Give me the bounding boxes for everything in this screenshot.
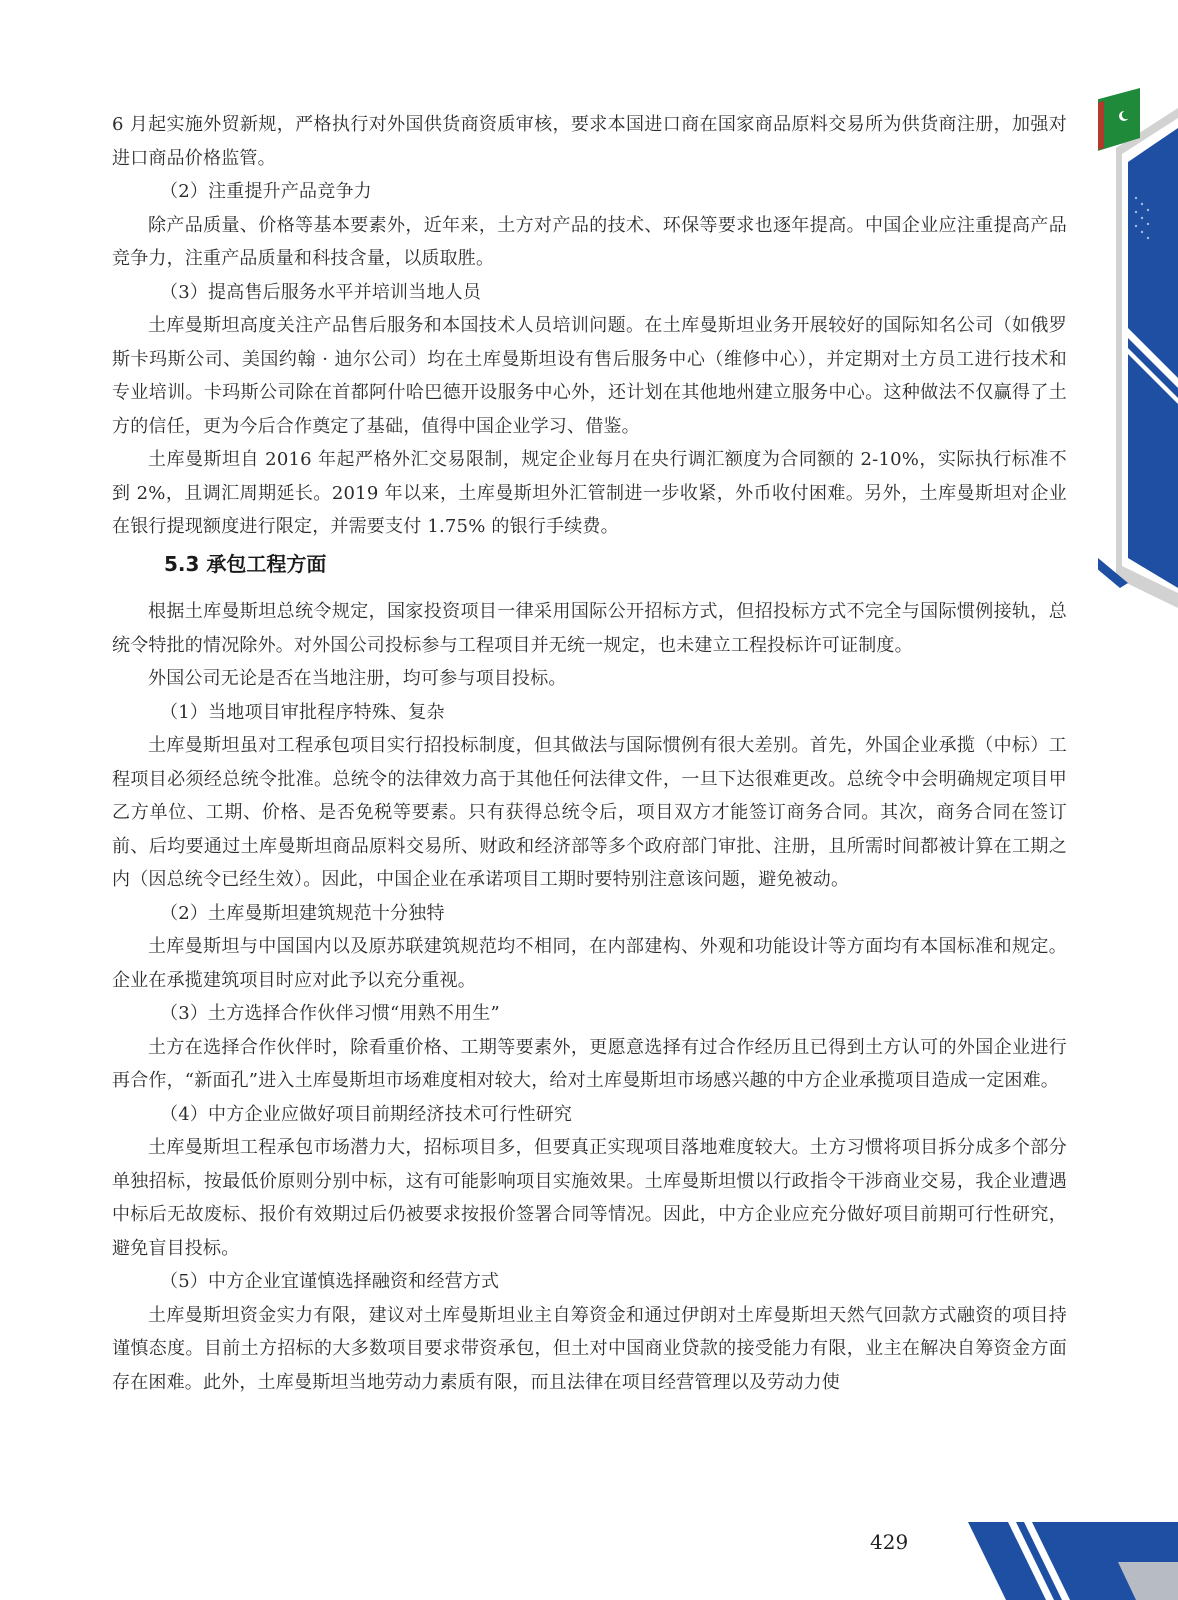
paragraph: 除产品质量、价格等基本要素外，近年来，土方对产品的技术、环保等要求也逐年提高。中国企业应注重提高产品竞争力，注重产品质量和科技含量，以质取胜。 — [112, 214, 1067, 269]
paragraph: 土库曼斯坦资金实力有限，建议对土库曼斯坦业主自筹资金和通过伊朗对土库曼斯坦天然气回款方式融资的项目持谨慎态度。目前土方招标的大多数项目要求带资承包，但土对中国商业贷款的接受能力有限，业主在解决自筹资金方面存在困难。此外，土库曼斯坦当地劳动力素质有限，而且法律在项目经营管理以及劳动力使 — [112, 1304, 1067, 1393]
paragraph: 土库曼斯坦工程承包市场潜力大，招标项目多，但要真正实现项目落地难度较大。土方习惯将项目拆分成多个部分单独招标，按最低价原则分别中标，这有可能影响项目实施效果。土库曼斯坦惯以行政指令干涉商业交易，我企业遭遇中标后无故废标、报价有效期过后仍被要求按报价签署合同等情况。因此，中方企业应充分做好项目前期可行性研究，避免盲目投标。 — [112, 1137, 1067, 1259]
subheading-partner-selection: （3）土方选择合作伙伴习惯“用熟不用生” — [160, 1003, 500, 1024]
paragraph: 土库曼斯坦自 2016 年起严格外汇交易限制，规定企业每月在央行调汇额度为合同额的 2-10%，实际执行标准不到 2%，且调汇周期延长。2019 年以来，土库曼斯坦外汇管制进一步收紧，外币收付困难。另外，土库曼斯坦对企业在银行提现额度进行限定，并需要支付 1.75% 的银行手续费。 — [112, 449, 1067, 537]
side-decoration — [1098, 88, 1178, 608]
subheading-financing: （5）中方企业宜谨慎选择融资和经营方式 — [160, 1271, 500, 1292]
paragraph-continuation: 6 月起实施外贸新规，严格执行对外国供货商资质审核，要求本国进口商在国家商品原料交易所为供货商注册，加强对进口商品价格监管。 — [112, 114, 1067, 169]
page-number: 429 — [870, 1530, 909, 1554]
paragraph: 土方在选择合作伙伴时，除看重价格、工期等要素外，更愿意选择有过合作经历且已得到土方认可的外国企业进行再合作，“新面孔”进入土库曼斯坦市场难度相对较大，给对土库曼斯坦市场感兴趣的中方企业承揽项目造成一定困难。 — [112, 1036, 1067, 1091]
section-heading: 5.3 承包工程方面 — [164, 551, 327, 576]
paragraph: 土库曼斯坦与中国国内以及原苏联建筑规范均不相同，在内部建构、外观和功能设计等方面均有本国标准和规定。企业在承揽建筑项目时应对此予以充分重视。 — [112, 936, 1067, 991]
paragraph: 外国公司无论是否在当地注册，均可参与项目投标。 — [148, 668, 567, 689]
page-content — [112, 108, 1067, 1399]
subheading-building-codes: （2）土库曼斯坦建筑规范十分独特 — [160, 902, 445, 924]
subheading-after-sales-service: （3）提高售后服务水平并培训当地人员 — [160, 281, 482, 303]
subheading-approval-procedure: （1）当地项目审批程序特殊、复杂 — [160, 701, 445, 723]
corner-decoration — [968, 1522, 1178, 1600]
paragraph: 土库曼斯坦虽对工程承包项目实行招投标制度，但其做法与国际惯例有很大差别。首先，外国企业承揽（中标）工程项目必须经总统令批准。总统令的法律效力高于其他任何法律文件，一旦下达很难更改。总统令中会明确规定项目甲乙方单位、工期、价格、是否免税等要素。只有获得总统令后，项目双方才能签订商务合同。其次，商务合同在签订前、后均要通过土库曼斯坦商品原料交易所、财政和经济部等多个政府部门审批、注册，且所需时间都被计算在工期之内（因总统令已经生效）。因此，中国企业在承诺项目工期时要特别注意该问题，避免被动。 — [112, 735, 1067, 890]
paragraph: 土库曼斯坦高度关注产品售后服务和本国技术人员培训问题。在土库曼斯坦业务开展较好的国际知名公司（如俄罗斯卡玛斯公司、美国约翰 · 迪尔公司）均在土库曼斯坦设有售后服务中心（维修中心），并定期对土方员工进行技术和专业培训。卡玛斯公司除在首都阿什哈巴德开设服务中心外，还计划在其他地州建立服务中心。这种做法不仅赢得了土方的信任，更为今后合作奠定了基础，值得中国企业学习、借鉴。 — [112, 315, 1067, 437]
subheading-product-competitiveness: （2）注重提升产品竞争力 — [160, 181, 372, 202]
paragraph: 根据土库曼斯坦总统令规定，国家投资项目一律采用国际公开招标方式，但招投标方式不完全与国际惯例接轨，总统令特批的情况除外。对外国公司投标参与工程项目并无统一规定，也未建立工程投标许可证制度。 — [112, 601, 1067, 656]
subheading-feasibility-study: （4）中方企业应做好项目前期经济技术可行性研究 — [160, 1103, 573, 1125]
